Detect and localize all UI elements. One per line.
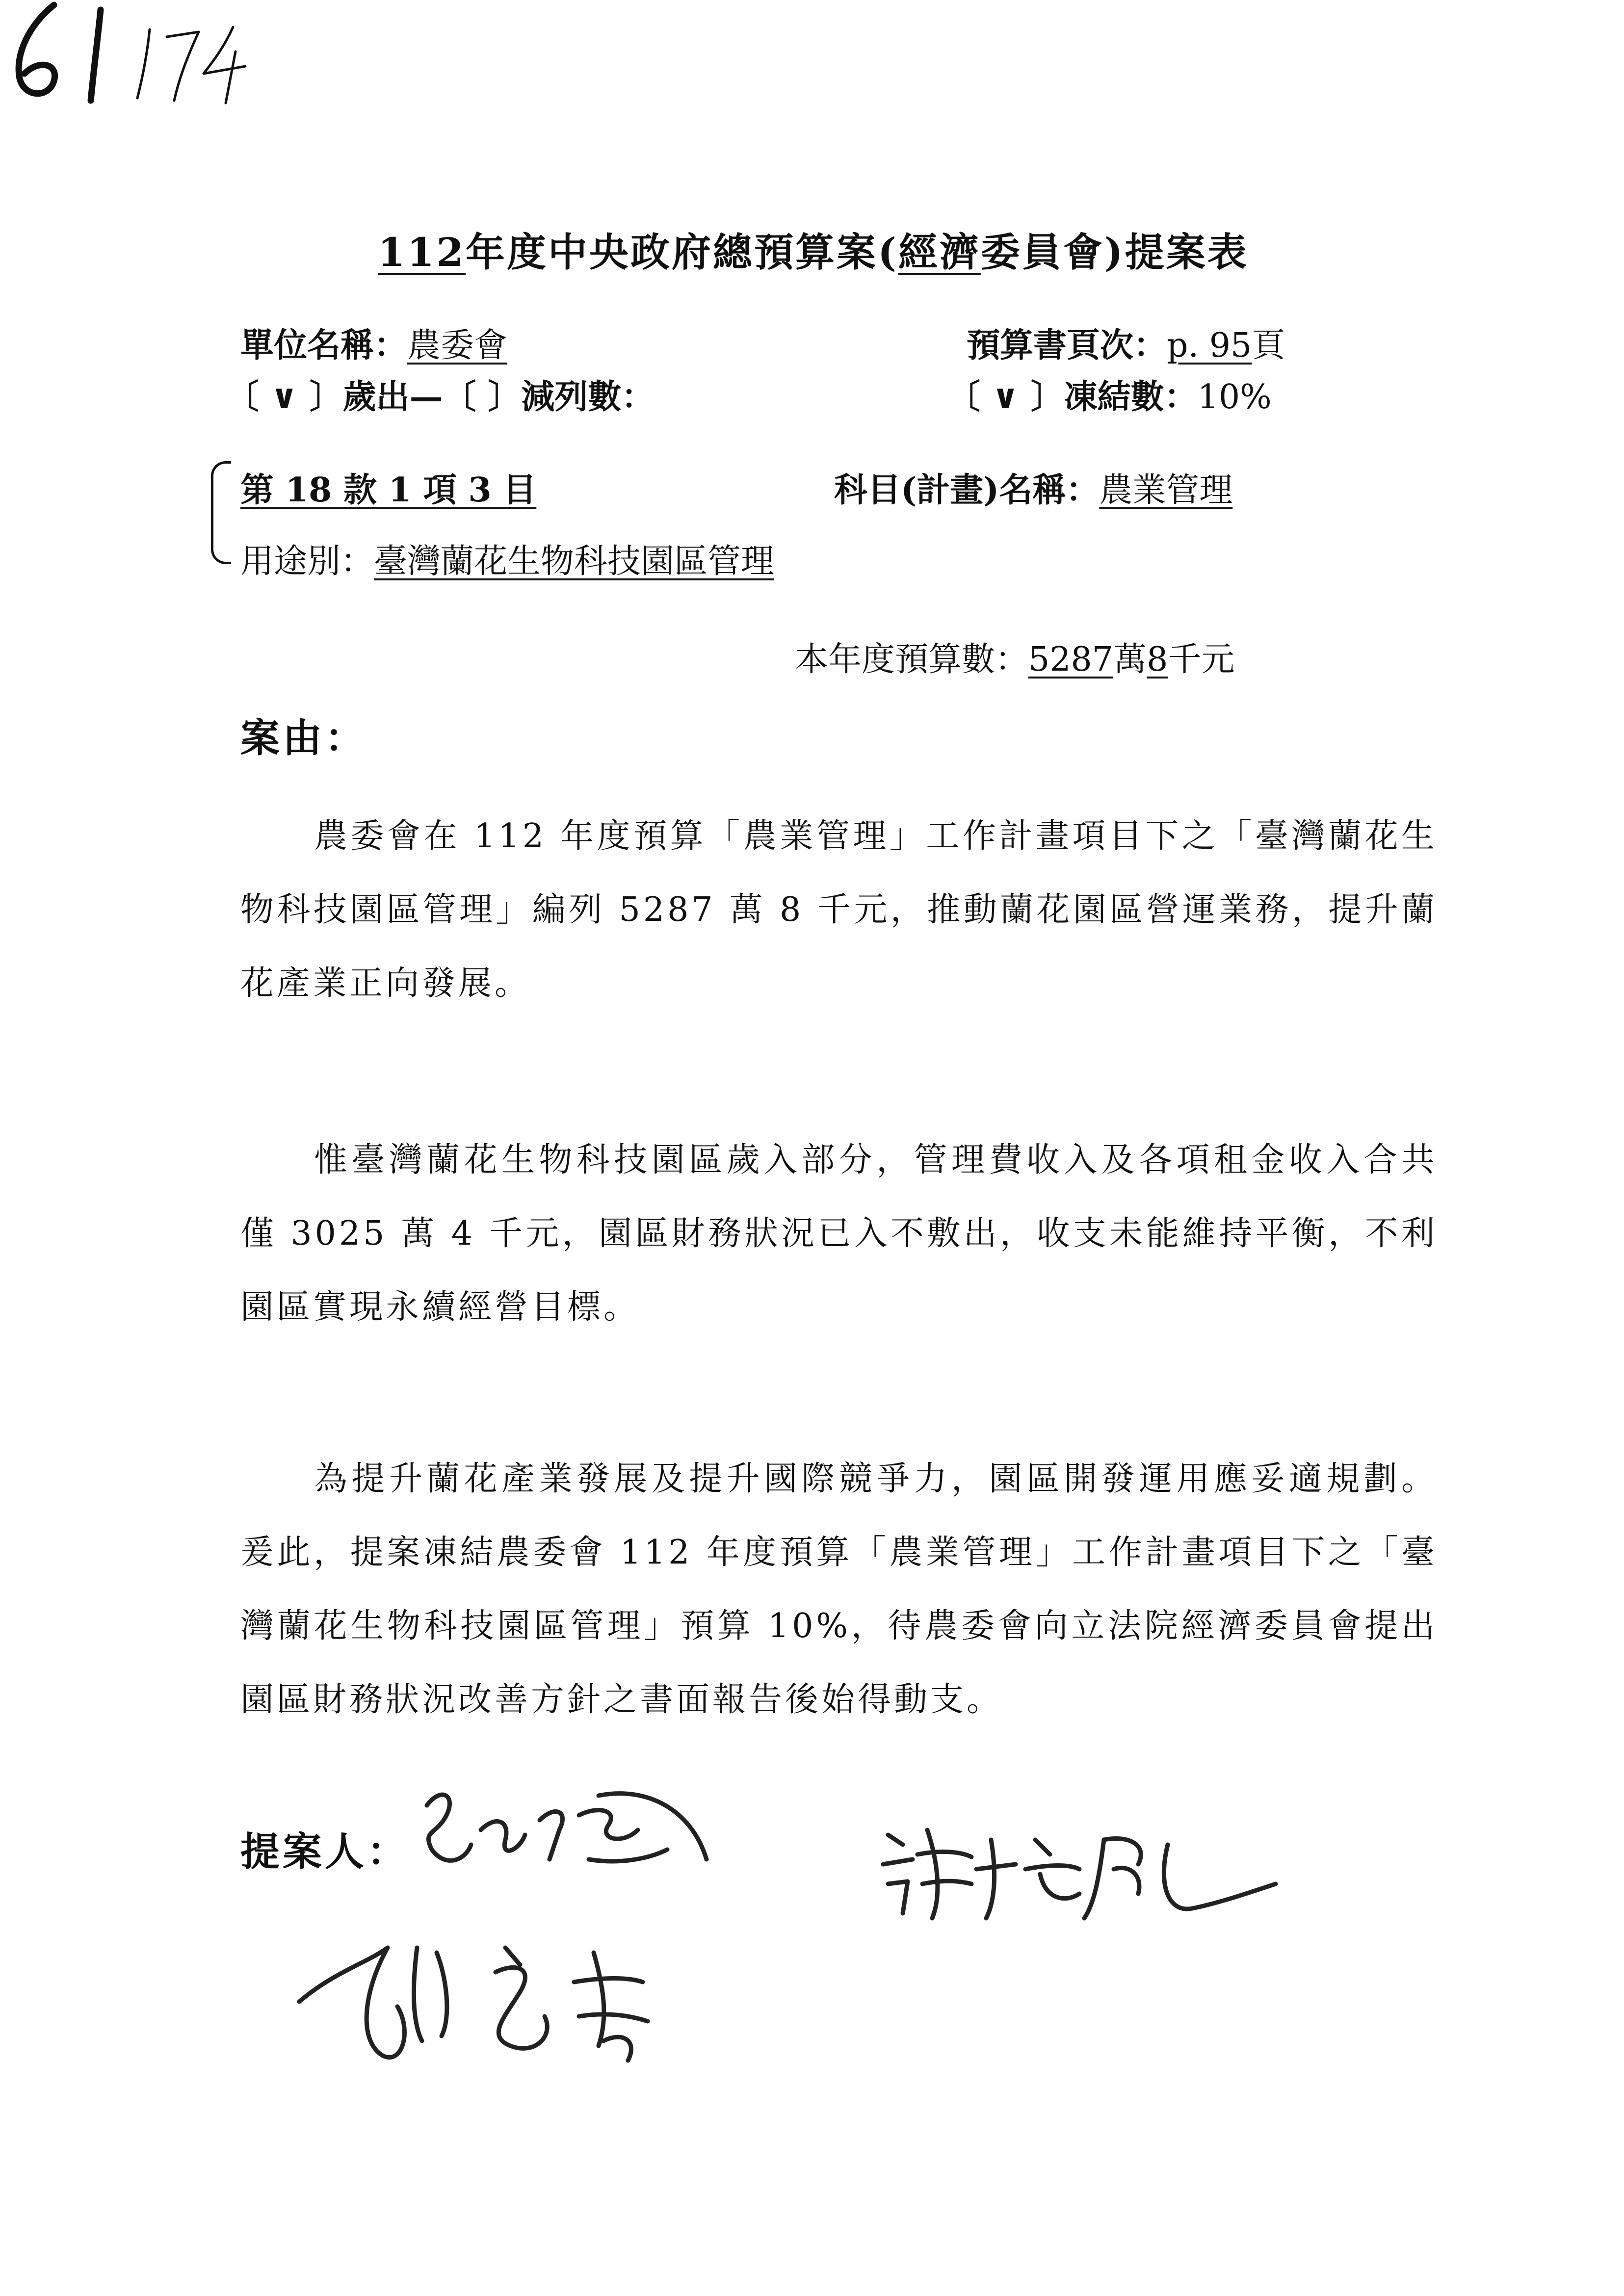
page-title [378, 221, 1249, 277]
title-year: 112 [378, 229, 466, 275]
budget-unit1: 萬 [1113, 640, 1147, 679]
page-ref-label: 預算書頁次： [967, 326, 1167, 365]
cut-row [226, 370, 655, 418]
reason-paragraph-3: 為提升蘭花產業發展及提升國際競爭力，園區開發運用應妥適規劃。爰此，提案凍結農委會 112 年度預算「農業管理」工作計畫項目下之「臺灣蘭花生物科技園區管理」預算 10%，待農委會向立法院經濟委員會提出園區財務狀況改善方針之書面報告後始得動支。 [240, 1460, 1438, 1719]
subject-value: 農業管理 [1099, 471, 1233, 510]
title-part2: 委員會)提案表 [980, 229, 1249, 275]
usage-row [240, 535, 774, 582]
subject-label: 科目(計畫)名稱： [834, 470, 1100, 510]
title-committee: 經濟 [898, 229, 981, 275]
unit-value: 農委會 [407, 326, 508, 365]
budget-label: 本年度預算數： [795, 640, 1029, 679]
freeze-value: 10% [1197, 378, 1272, 417]
page-ref-value: p. 95 [1167, 326, 1252, 365]
page-ref-row [967, 319, 1285, 366]
reason-paragraph-1: 農委會在 112 年度預算「農業管理」工作計畫項目下之「臺灣蘭花生物科技園區管理」編列 5287 萬 8 千元，推動蘭花園區營運業務，提升蘭花產業正向發展。 [240, 817, 1438, 1003]
usage-label: 用途別： [240, 542, 374, 581]
freeze-row [947, 370, 1272, 418]
unit-label: 單位名稱： [240, 326, 408, 365]
unit-row [240, 319, 507, 366]
budget-amount: 5287 [1028, 640, 1114, 679]
proposer-label: 提案人： [240, 1828, 409, 1875]
budget-thousands: 8 [1147, 640, 1168, 679]
signature-1 [412, 1776, 736, 1904]
item-row [240, 464, 536, 511]
item-value: 第 18 款 1 項 3 目 [240, 470, 537, 510]
freeze-label: 〔 ∨ 〕凍結數： [947, 377, 1198, 417]
signature-2 [289, 1918, 731, 2080]
budget-row [795, 633, 1234, 680]
signature-3 [873, 1810, 1315, 1928]
title-part1: 年度中央政府總預算案( [466, 229, 898, 275]
reason-heading: 案由： [240, 715, 367, 761]
handwritten-page-number [0, 0, 128, 108]
handwritten-stamp-number [130, 15, 258, 108]
cut-text: 〔 ∨ 〕歲出—〔 〕減列數： [226, 377, 655, 417]
reason-paragraph-2: 惟臺灣蘭花生物科技園區歲入部分，管理費收入及各項租金收入合共僅 3025 萬 4 千元，園區財務狀況已入不敷出，收支未能維持平衡，不利園區實現永續經營目標。 [240, 1141, 1438, 1327]
usage-value: 臺灣蘭花生物科技園區管理 [374, 542, 775, 581]
budget-unit2: 千元 [1168, 640, 1235, 679]
page-ref-suffix: 頁 [1252, 326, 1285, 365]
bracket [211, 461, 231, 564]
subject-row [834, 464, 1232, 511]
